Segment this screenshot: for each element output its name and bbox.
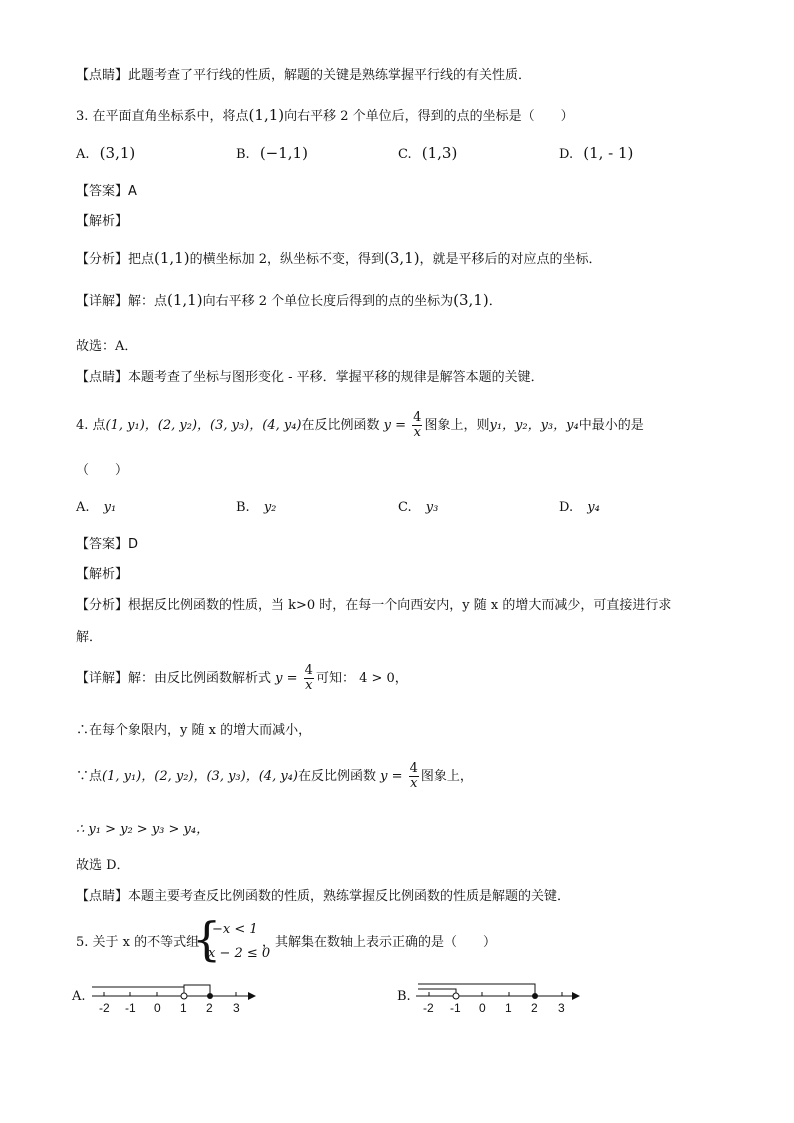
open-dot	[181, 993, 187, 999]
q3-option-d[interactable]	[559, 144, 633, 164]
q3-option-b-label: B.	[236, 147, 250, 162]
q4-because	[76, 762, 473, 792]
q3-stem	[76, 106, 574, 126]
q3-option-b[interactable]	[236, 144, 308, 164]
q2-dianjing: 【点睛】此题考查了平行线的性质，解题的关键是熟练掌握平行线的有关性质．	[76, 68, 532, 83]
q4-option-a[interactable]	[76, 499, 116, 517]
open-dot	[453, 993, 459, 999]
q4-xiangjie	[76, 664, 408, 694]
q3-xiangjie-a: 【详解】解：点	[76, 294, 168, 309]
q3-fenxi-point2: (3,1)	[383, 249, 420, 267]
q5-stem-a: 5. 关于 x 的不等式组	[76, 935, 200, 950]
q3-fenxi-b: 的横坐标加 2，纵坐标不变，得到	[189, 252, 384, 267]
q4-option-a-value: y₁	[103, 500, 117, 515]
q5-option-b-label[interactable]: B.	[397, 989, 411, 1004]
q4-dianjing: 【点睛】本题主要考查反比例函数的性质，熟练掌握反比例函数的性质是解题的关键．	[76, 889, 571, 904]
q4-paren: （ ）	[76, 463, 129, 478]
q4-xiangjie-den: x	[305, 678, 313, 693]
q4-option-d-label: D.	[559, 500, 574, 515]
q4-func-fraction	[412, 411, 422, 440]
q4-answer: 【答案】D	[76, 537, 139, 552]
tick-label: 1	[180, 1001, 187, 1015]
q3-dianjing: 【点睛】本题考查了坐标与图形变化 - 平移．掌握平移的规律是解答本题的关键．	[76, 370, 544, 385]
tick-label: 2	[531, 1001, 538, 1015]
q4-fenxi-line2: 解．	[76, 630, 103, 645]
q4-fenxi-line1: 【分析】根据反比例函数的性质，当 k>0 时，在每一个向西安内，y 随 x 的增大而减少，可直接进行求	[76, 598, 672, 613]
q3-stem-text-b: 向右平移 2 个单位后，得到的点的坐标是（ ）	[284, 109, 574, 124]
q4-xiangjie-a: 【详解】解：由反比例函数解析式	[76, 671, 272, 686]
q5-system-brace: {	[192, 912, 222, 966]
tick-label: -2	[423, 1001, 434, 1015]
q4-stem-c: 图象上，则	[424, 418, 490, 433]
closed-dot	[207, 993, 213, 999]
q4-because-a: ∵点	[76, 769, 103, 784]
q4-because-den: x	[410, 776, 418, 791]
q3-option-a-value: (3,1)	[99, 144, 136, 162]
q3-option-b-value: (−1,1)	[259, 144, 308, 162]
tick-label: 2	[206, 1001, 213, 1015]
tick-label: 3	[233, 1001, 240, 1015]
q4-stem-a: 4. 点	[76, 418, 106, 433]
q4-therefore1: ∴在每个象限内，y 随 x 的增大而减小，	[76, 723, 312, 738]
q4-guxuan: 故选 D．	[76, 858, 130, 873]
q3-option-a-label: A.	[76, 147, 90, 162]
q4-because-b: 在反比例函数	[297, 769, 376, 784]
solution-ray-left	[418, 984, 535, 996]
tick-label: 0	[479, 1001, 486, 1015]
q4-option-d-value: y₄	[587, 500, 600, 515]
q3-option-d-label: D.	[559, 147, 574, 162]
q4-stem-d: 中最小的是	[578, 418, 644, 433]
ticks	[429, 992, 562, 996]
q4-option-b-label: B.	[236, 500, 250, 515]
tick-label: 3	[558, 1001, 565, 1015]
tick-label: 0	[154, 1001, 161, 1015]
q4-option-b-value: y₂	[263, 500, 277, 515]
q3-option-c-label: C.	[398, 147, 412, 162]
q4-therefore2	[76, 821, 209, 839]
q4-stem-vars: y₁，y₂，y₃，y₄	[489, 418, 579, 433]
tick-label: -2	[99, 1001, 110, 1015]
q3-guxuan: 故选：A．	[76, 339, 138, 354]
q4-therefore2-text: ∴ y₁ > y₂ > y₃ > y₄，	[76, 822, 210, 837]
q5-ineq1	[212, 921, 258, 939]
ticks	[104, 992, 236, 996]
tick-label: -1	[125, 1001, 136, 1015]
q4-because-num: 4	[409, 761, 418, 776]
q4-xiangjie-b: 可知：	[315, 671, 355, 686]
q3-option-c[interactable]	[398, 144, 457, 164]
q4-func-lhs: y =	[383, 418, 407, 433]
solution-ray-right	[418, 989, 456, 996]
q4-option-a-label: A.	[76, 500, 90, 515]
q3-xiangjie-b: 向右平移 2 个单位长度后得到的点的坐标为	[202, 294, 454, 309]
q3-xiangjie	[76, 291, 502, 311]
q5-option-a-label[interactable]: A.	[72, 989, 86, 1004]
arrow-head	[572, 992, 580, 1000]
q5-option-a-number-line[interactable]	[88, 980, 260, 1016]
q4-xiangjie-fraction	[304, 664, 314, 693]
solution-bracket	[184, 985, 210, 996]
q3-xiangjie-c: ．	[488, 294, 502, 309]
q4-option-b[interactable]	[236, 499, 276, 517]
q4-option-c-label: C.	[398, 500, 412, 515]
q4-xiangjie-func-lhs: y =	[275, 671, 298, 686]
q3-stem-text-a: 3. 在平面直角坐标系中，将点	[76, 109, 249, 124]
q4-func-num: 4	[413, 410, 422, 425]
q4-stem-b: 在反比例函数	[301, 418, 380, 433]
q3-fenxi-a: 【分析】把点	[76, 252, 155, 267]
q4-because-points: (1, y₁)，(2, y₂)，(3, y₃)，(4, y₄)	[102, 769, 298, 784]
q4-because-fraction	[409, 762, 419, 791]
q3-option-d-value: (1, - 1)	[583, 144, 634, 162]
q3-answer: 【答案】A	[76, 184, 137, 199]
q4-stem-points: (1, y₁)，(2, y₂)，(3, y₃)，(4, y₄)	[105, 418, 302, 433]
q3-stem-point: (1,1)	[248, 106, 285, 124]
q5-ineq1-text: −x < 1	[212, 922, 258, 937]
q5-option-b-number-line[interactable]	[412, 980, 584, 1016]
q4-stem	[76, 411, 644, 441]
q5-ineq2	[208, 945, 270, 963]
q4-option-c[interactable]	[398, 499, 438, 517]
q3-option-a[interactable]	[76, 144, 135, 164]
q4-option-c-value: y₃	[425, 500, 439, 515]
tick-label: 1	[505, 1001, 512, 1015]
q5-ineq2-text: x − 2 ≤ 0	[208, 946, 271, 961]
q4-func-den: x	[413, 425, 421, 440]
q4-because-func-lhs: y =	[380, 769, 403, 784]
q4-option-d[interactable]	[559, 499, 600, 517]
tick-label: -1	[450, 1001, 461, 1015]
q4-because-c: 图象上，	[420, 769, 473, 784]
q4-xiangjie-num: 4	[304, 663, 313, 678]
q3-fenxi	[76, 249, 602, 269]
q3-option-c-value: (1,3)	[421, 144, 458, 162]
q3-fenxi-point: (1,1)	[154, 249, 190, 267]
q4-xiangjie-c: 4 > 0，	[359, 671, 408, 686]
q5-stem-b: ，其解集在数轴上表示正确的是（ ）	[262, 935, 497, 950]
closed-dot	[532, 993, 538, 999]
q3-xiangjie-point2: (3,1)	[453, 291, 489, 309]
q4-jiexi: 【解析】	[76, 567, 129, 582]
q3-fenxi-c: ，就是平移后的对应点的坐标．	[419, 252, 602, 267]
q3-jiexi: 【解析】	[76, 214, 129, 229]
q3-xiangjie-point: (1,1)	[167, 291, 203, 309]
arrow-head	[248, 992, 256, 1000]
